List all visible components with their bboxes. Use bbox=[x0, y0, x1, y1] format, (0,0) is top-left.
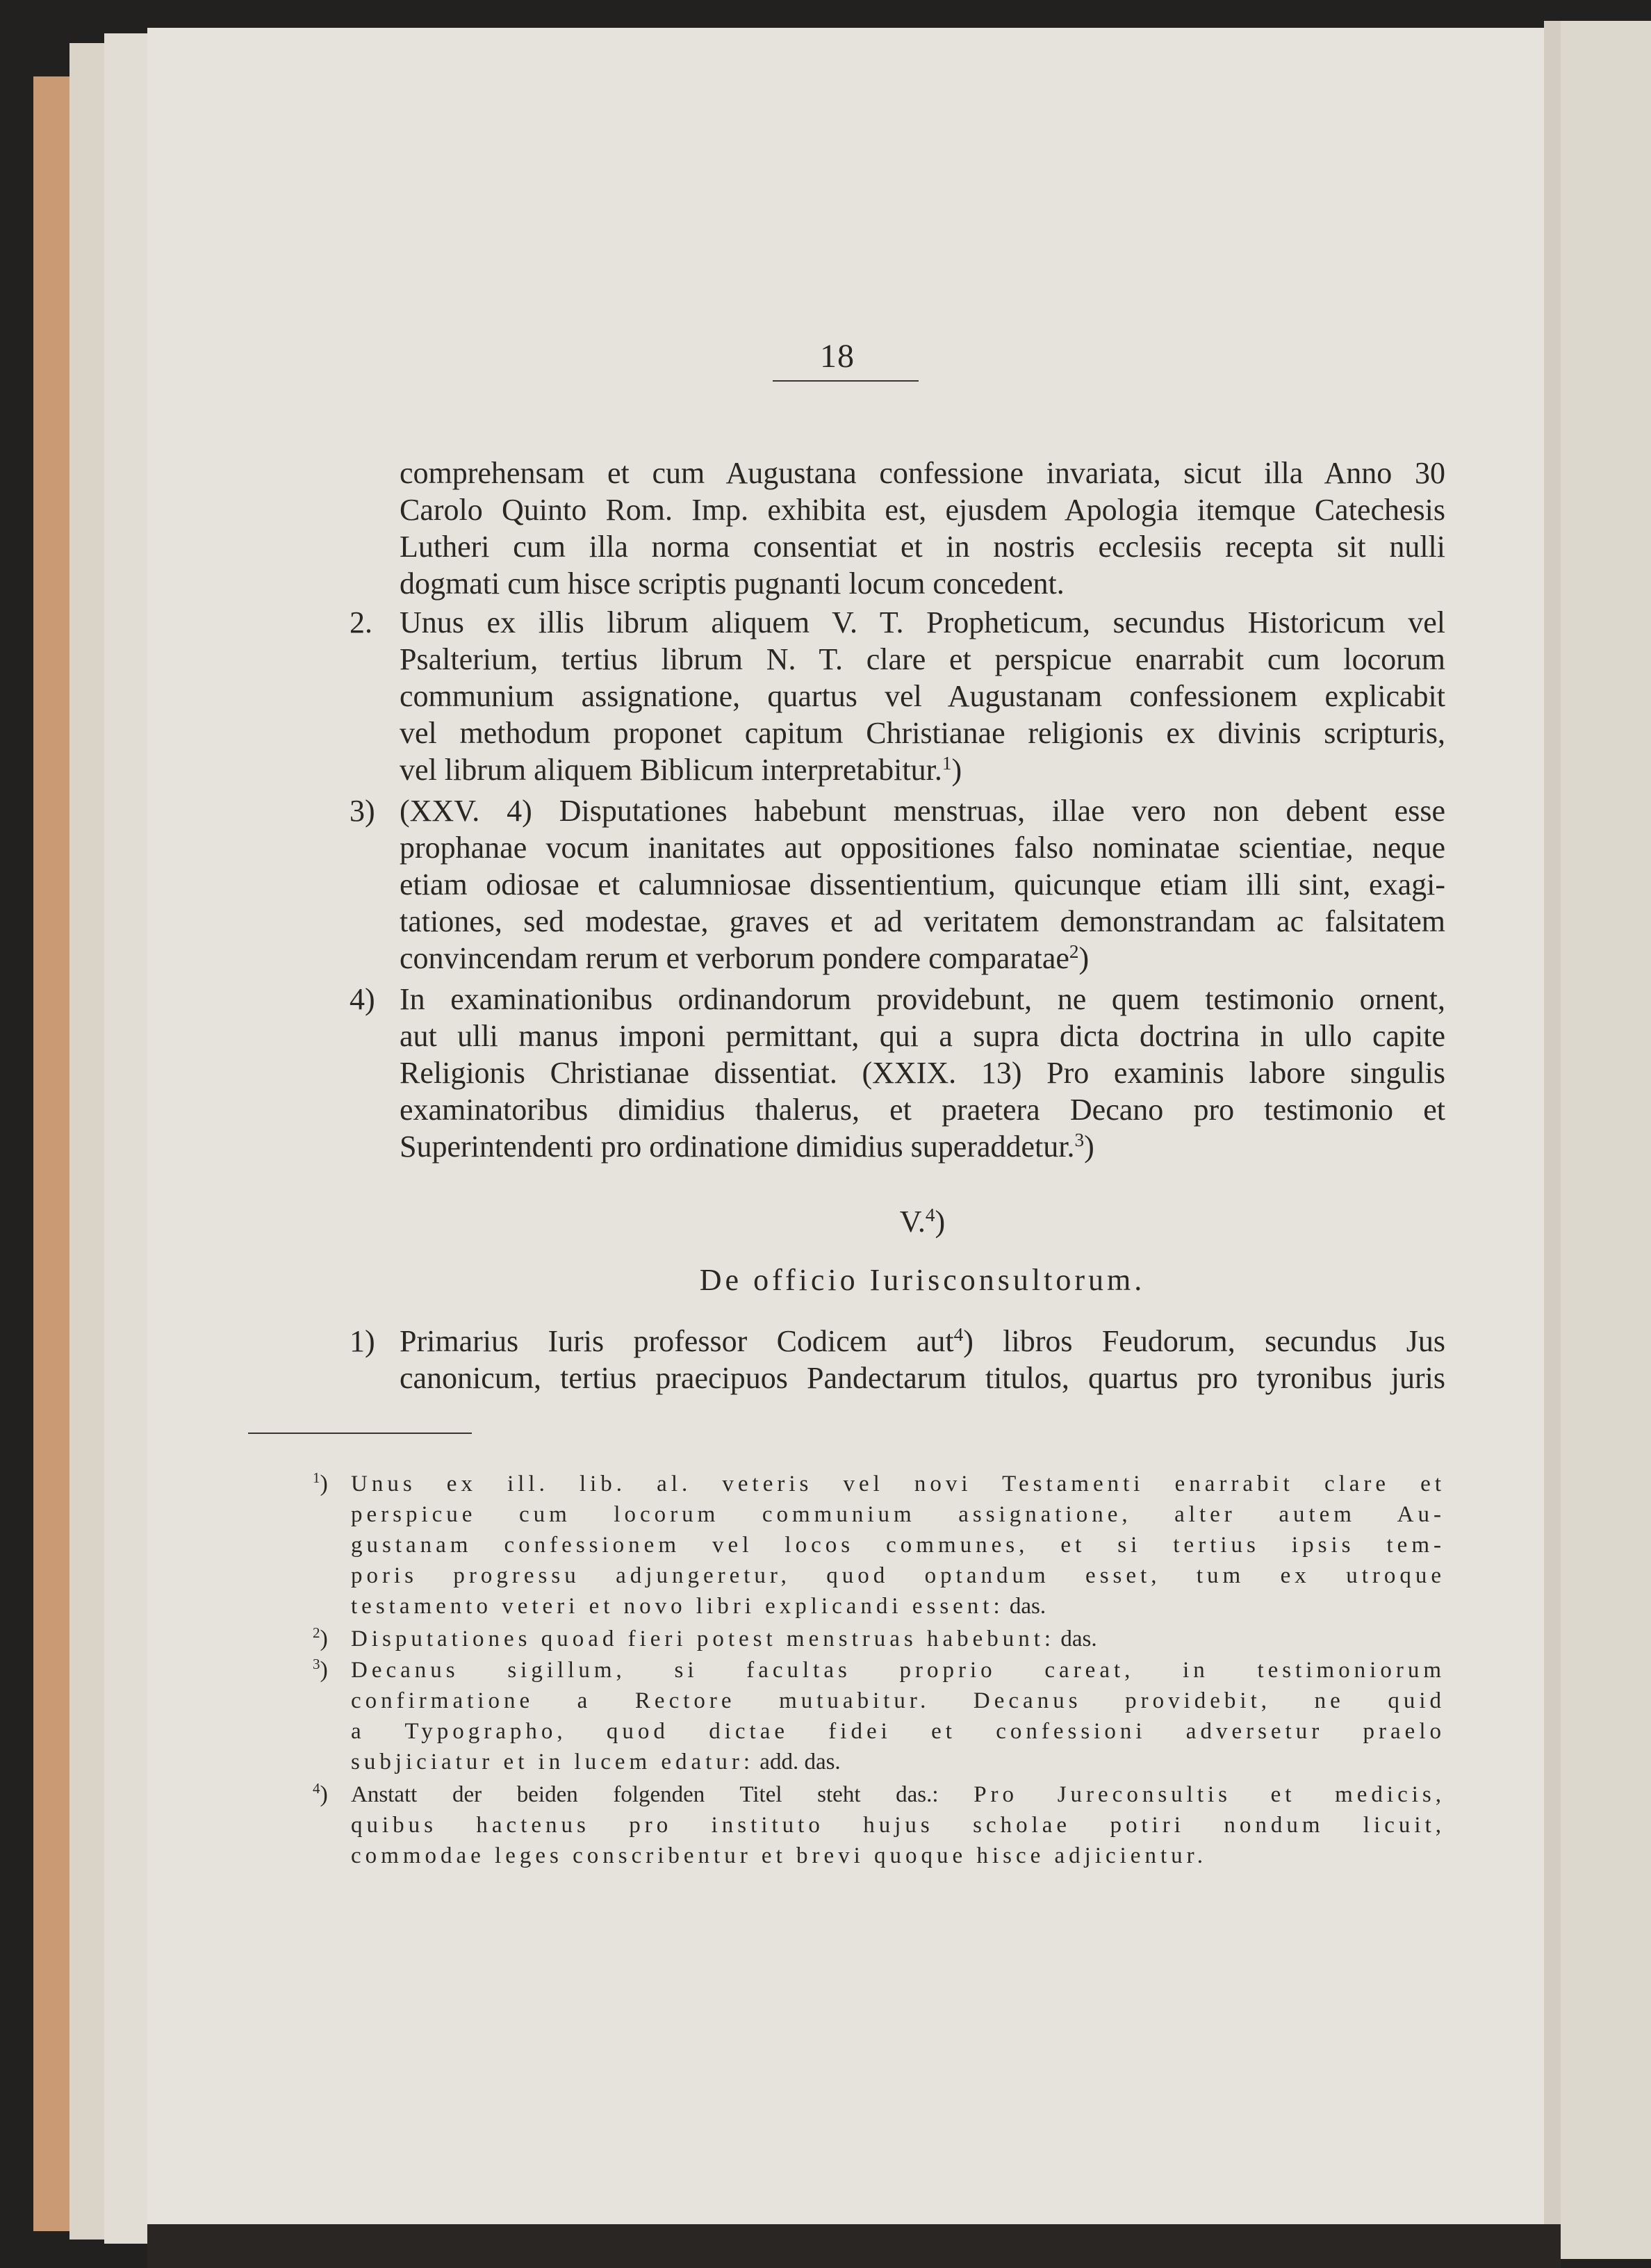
item1b-text-a: Primarius Iuris professor Codicem aut bbox=[400, 1324, 954, 1358]
footnote-mark-paren: ) bbox=[320, 1657, 328, 1683]
item2-line: Unus ex illis librum aliquem V. T. Propheticum, secundus Historicum vel bbox=[400, 605, 1445, 639]
footnote1-last-text: testamento veteri et novo libri explicandi essent: bbox=[351, 1594, 1004, 1619]
para1-line: Lutheri cum illa norma consentiat et in nostris ecclesiis recepta sit nulli bbox=[400, 530, 1445, 564]
footnote1-line: Unus ex ill. lib. al. veteris vel novi Testamenti enarrabit clare et bbox=[351, 1471, 1445, 1496]
footnote1-line: poris progressu adjungeretur, quod optandum esset, tum ex utroque bbox=[351, 1563, 1445, 1588]
footnote-mark-num: 3 bbox=[313, 1656, 320, 1673]
footnote3-line: confirmatione a Rectore mutuabitur. Decanus providebit, ne quid bbox=[351, 1688, 1445, 1713]
item3-last-text: convincendam rerum et verborum pondere comparatae bbox=[400, 941, 1069, 975]
footnote-source: das. bbox=[1060, 1626, 1097, 1651]
item2-line: Psalterium, tertius librum N. T. clare et perspicue enarrabit cum locorum bbox=[400, 642, 1445, 676]
item1b-line: canonicum, tertius praecipuos Pandectarum titulos, quartus pro tyronibus juris bbox=[400, 1361, 1445, 1395]
footnote-mark bbox=[313, 1779, 328, 1810]
footnote-ref: 1 bbox=[942, 753, 952, 774]
item3-line: tationes, sed modestae, graves et ad veritatem demonstrandam ac falsitatem bbox=[400, 904, 1445, 938]
item3-line bbox=[400, 941, 1445, 976]
footnote-mark bbox=[313, 1624, 328, 1654]
item2-line: communium assignatione, quartus vel Augustanam confessionem explicabit bbox=[400, 679, 1445, 713]
footnote-rule bbox=[248, 1433, 472, 1434]
footnote1-line bbox=[351, 1591, 1445, 1622]
footnote4-line: commodae leges conscribentur et brevi quoque hisce adjicientur. bbox=[351, 1843, 1208, 1868]
page-number: 18 bbox=[820, 338, 855, 375]
page-number-rule bbox=[773, 380, 919, 382]
footnote1-line: perspicue cum locorum communium assignatione, alter autem Au- bbox=[351, 1502, 1445, 1527]
item4-last-text: Superintendenti pro ordinatione dimidius superaddetur. bbox=[400, 1129, 1075, 1164]
item4-line: In examinationibus ordinandorum providebunt, ne quem testimonio ornent, bbox=[400, 982, 1445, 1016]
footnote-ref: 4 bbox=[953, 1324, 964, 1345]
footnote-ref-paren: ) bbox=[1078, 941, 1090, 975]
footnote-source: das. bbox=[1009, 1594, 1046, 1619]
footnote3-line: a Typographo, quod dictae fidei et confessioni adversetur praelo bbox=[351, 1719, 1445, 1744]
footnote3-line bbox=[351, 1747, 1445, 1777]
para1-line: dogmati cum hisce scriptis pugnanti locum concedent. bbox=[400, 566, 1065, 601]
item-number: 2. bbox=[350, 605, 372, 639]
footnote-ref-paren: ) bbox=[1084, 1129, 1094, 1164]
footnote2-line bbox=[351, 1624, 1445, 1654]
footnote-ref-paren: ) bbox=[935, 1205, 946, 1239]
footnote-mark-paren: ) bbox=[320, 1626, 328, 1651]
footnote-mark-paren: ) bbox=[320, 1471, 328, 1496]
footnote-ref: 2 bbox=[1069, 941, 1079, 962]
footnote4-text: Pro Jureconsultis et medicis, bbox=[974, 1782, 1446, 1807]
item4-line bbox=[400, 1129, 1445, 1164]
footnote-mark-paren: ) bbox=[320, 1781, 328, 1807]
footnote-ref-paren: ) bbox=[951, 753, 962, 787]
item2-line bbox=[400, 753, 1445, 788]
footnote3-line: Decanus sigillum, si facultas proprio careat, in testimoniorum bbox=[351, 1658, 1445, 1683]
footnote4-prefix: Anstatt der beiden folgenden Titel steht das.: bbox=[351, 1782, 939, 1807]
footnote-ref: 3 bbox=[1074, 1129, 1085, 1150]
footnote1-line: gustanam confessionem vel locos communes, et si tertius ipsis tem- bbox=[351, 1533, 1445, 1558]
para1-line: Carolo Quinto Rom. Imp. exhibita est, ejusdem Apologia itemque Catechesis bbox=[400, 493, 1445, 527]
item3-line: etiam odiosae et calumniosae dissentientium, quicunque etiam illi sint, exagi- bbox=[400, 867, 1445, 902]
section-numeral bbox=[400, 1205, 1445, 1239]
item2-line: vel methodum proponet capitum Christianae religionis ex divinis scripturis, bbox=[400, 716, 1445, 750]
footnote-ref: 4 bbox=[925, 1205, 935, 1225]
item4-line: Religionis Christianae dissentiat. (XXIX. 13) Pro examinis labore singulis bbox=[400, 1056, 1445, 1090]
item1b-text-b: ) libros Feudorum, secundus Jus bbox=[963, 1324, 1445, 1358]
item-number: 3) bbox=[350, 794, 375, 828]
item3-line: prophanae vocum inanitates aut oppositiones falso nominatae scientiae, neque bbox=[400, 831, 1445, 865]
next-page-sliver bbox=[1561, 21, 1651, 2259]
para1-line: comprehensam et cum Augustana confessione invariata, sicut illa Anno 30 bbox=[400, 456, 1445, 490]
item2-last-text: vel librum aliquem Biblicum interpretabitur. bbox=[400, 753, 942, 787]
footnote3-last-text: subjiciatur et in lucem edatur: bbox=[351, 1749, 755, 1775]
footnote-mark-num: 4 bbox=[313, 1780, 320, 1797]
footnote-mark-num: 1 bbox=[313, 1469, 320, 1487]
section-title: De officio Iurisconsultorum. bbox=[699, 1263, 1146, 1297]
item3-line: (XXV. 4) Disputationes habebunt menstruas, illae vero non debent esse bbox=[400, 794, 1445, 828]
right-page-edge bbox=[1544, 21, 1561, 2259]
footnote-mark bbox=[313, 1469, 328, 1499]
section-numeral-text: V. bbox=[899, 1205, 926, 1239]
footnote-source: add. das. bbox=[759, 1749, 841, 1775]
item-number: 1) bbox=[350, 1324, 375, 1358]
footnote4-line: quibus hactenus pro instituto hujus scholae potiri nondum licuit, bbox=[351, 1813, 1445, 1838]
footnote-mark-num: 2 bbox=[313, 1624, 320, 1642]
footnote-mark bbox=[313, 1655, 328, 1686]
item4-line: examinatoribus dimidius thalerus, et praetera Decano pro testimonio et bbox=[400, 1093, 1445, 1127]
item1b-line bbox=[400, 1324, 1445, 1359]
footnote2-text: Disputationes quoad fieri potest menstruas habebunt: bbox=[351, 1626, 1056, 1651]
footnote4-line bbox=[351, 1779, 1445, 1810]
item4-line: aut ulli manus imponi permittant, qui a supra dicta doctrina in ullo capite bbox=[400, 1019, 1445, 1053]
item-number: 4) bbox=[350, 982, 375, 1016]
